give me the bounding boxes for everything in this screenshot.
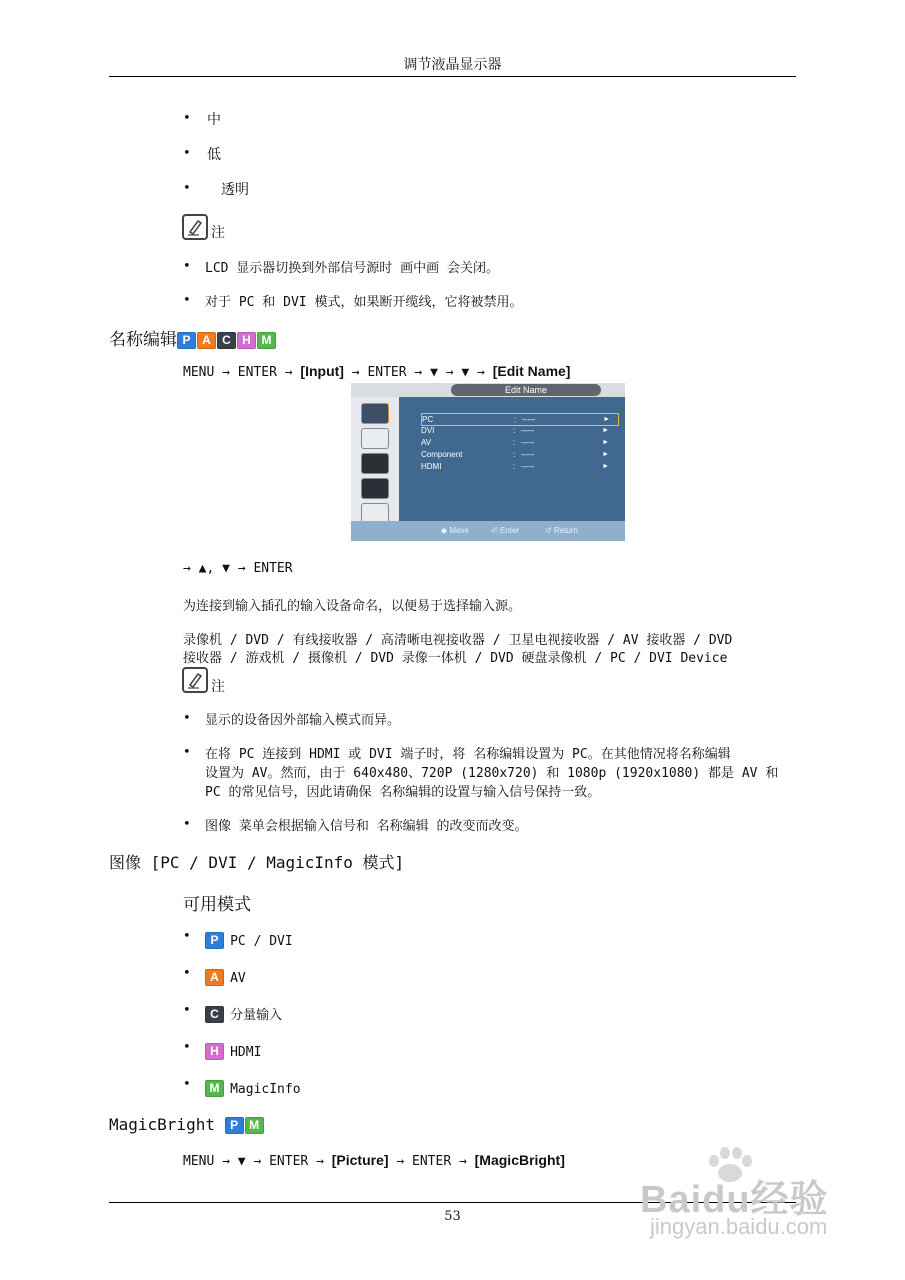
osd-row-colon: : — [514, 415, 517, 424]
path-arrow: → — [396, 1154, 405, 1169]
section-title-text: 名称编辑 — [109, 330, 177, 350]
badge-h-icon: H — [237, 332, 256, 349]
devices-line: 录像机 / DVD / 有线接收器 / 高清晰电视接收器 / 卫星电视接收器 / AV 接收器 / DVD — [183, 633, 733, 648]
section-title-picture: 图像 [PC / DVI / MagicInfo 模式] — [109, 853, 405, 872]
note-icon — [182, 667, 208, 693]
osd-row-value: ----- — [522, 415, 536, 424]
path-arrow: → — [445, 365, 454, 380]
nav-arrow: → — [183, 561, 191, 576]
page-header-title: 调节液晶显示器 — [403, 57, 502, 73]
path-magicbright: [MagicBright] — [474, 1152, 565, 1168]
right-arrow-icon: ► — [602, 451, 609, 458]
path-down: ▼ — [237, 1154, 246, 1169]
osd-enter-hint: ⏎ Enter — [491, 526, 520, 535]
note-item-line: 设置为 AV。然而，由于 640x480、720P (1280x720) 和 1080p (1920x1080) 都是 AV 和 — [205, 766, 779, 781]
available-modes-subtitle: 可用模式 — [183, 895, 251, 915]
badge-m-icon: M — [257, 332, 276, 349]
path-down: ▼ — [461, 365, 470, 380]
list-item — [205, 930, 293, 949]
down-triangle-icon: ▼ — [222, 561, 230, 576]
header-rule — [109, 76, 796, 77]
section-title-magicbright — [109, 1115, 265, 1134]
badge-c-icon: C — [205, 1006, 224, 1023]
osd-move-hint: ◆ Move — [441, 526, 469, 535]
mode-label: 分量输入 — [230, 1008, 283, 1023]
path-down: ▼ — [430, 365, 438, 380]
setup-icon — [361, 478, 389, 499]
nav-line — [183, 561, 293, 576]
osd-row-value: ----- — [521, 438, 535, 447]
note-icon — [182, 214, 208, 240]
mode-label: MagicInfo — [230, 1082, 301, 1097]
bullet: • — [183, 817, 191, 832]
osd-title: Edit Name — [451, 384, 601, 396]
badge-p-icon: P — [205, 932, 224, 949]
osd-row-colon: : — [513, 426, 516, 435]
bullet: • — [183, 929, 191, 944]
osd-row-av[interactable] — [421, 437, 617, 448]
badge-m-icon: M — [205, 1080, 224, 1097]
list-item — [205, 1004, 282, 1023]
note-item-line: PC 的常见信号，因此请确保 名称编辑的设置与输入信号保持一致。 — [205, 785, 601, 800]
right-arrow-icon: ► — [602, 427, 609, 434]
path-menu: MENU — [183, 365, 215, 380]
osd-row-label: HDMI — [421, 462, 442, 471]
path-arrow: → — [284, 365, 293, 380]
path-arrow: → — [316, 1154, 324, 1169]
bullet: • — [183, 181, 191, 196]
bullet: • — [183, 1040, 191, 1055]
badge-p-icon: P — [225, 1117, 244, 1134]
osd-edit-name-screen — [351, 383, 625, 541]
osd-enter-label: Enter — [499, 526, 520, 535]
section-title-name-edit — [109, 325, 277, 350]
badge-c-icon: C — [217, 332, 236, 349]
watermark-brand: Baidu经验 — [640, 1179, 829, 1221]
note-label: 注 — [211, 679, 225, 695]
bullet: • — [183, 293, 191, 308]
nav-separator: , — [206, 561, 215, 576]
nav-enter: ENTER — [253, 561, 293, 576]
osd-row-colon: : — [513, 462, 516, 471]
nav-arrow: → — [237, 561, 246, 576]
osd-help-bar — [351, 521, 625, 541]
description: 为连接到输入插孔的输入设备命名，以便易于选择输入源。 — [183, 599, 522, 614]
mode-label: PC / DVI — [230, 934, 293, 949]
section-title-text: MagicBright — [109, 1115, 215, 1134]
note-label: 注 — [211, 225, 225, 241]
path-arrow: → — [458, 1154, 467, 1169]
bullet: • — [183, 1077, 191, 1092]
right-arrow-icon: ► — [603, 416, 610, 423]
note-item: 对于 PC 和 DVI 模式，如果断开缆线，它将被禁用。 — [205, 295, 523, 310]
osd-return-hint: ↺ Return — [545, 526, 578, 535]
menu-path-magicbright — [183, 1152, 565, 1169]
bullet: • — [183, 259, 191, 274]
bullet: • — [183, 966, 191, 981]
path-arrow: → — [222, 1154, 230, 1169]
osd-row-label: PC — [422, 415, 434, 424]
path-menu: MENU — [183, 1154, 215, 1169]
badge-m-icon: M — [245, 1117, 264, 1134]
right-arrow-icon: ► — [602, 439, 609, 446]
list-item — [205, 1041, 261, 1060]
list-item: 低 — [207, 147, 221, 163]
path-enter: ENTER — [237, 365, 277, 380]
osd-menu-area — [399, 397, 625, 521]
note-item: LCD 显示器切换到外部信号源时 画中画 会关闭。 — [205, 261, 499, 276]
path-arrow: → — [477, 365, 485, 380]
menu-path-name-edit — [183, 363, 570, 380]
mode-label: AV — [230, 971, 246, 986]
note-item: 图像 菜单会根据输入信号和 名称编辑 的改变而改变。 — [205, 819, 528, 834]
note-item-line: 在将 PC 连接到 HDMI 或 DVI 端子时，将 名称编辑设置为 PC。在其他情况将名称编辑 — [205, 747, 731, 762]
bullet: • — [183, 111, 191, 126]
up-triangle-icon: ▲ — [198, 561, 207, 576]
page-number: 53 — [444, 1209, 461, 1224]
path-enter: ENTER — [269, 1154, 309, 1169]
watermark-url: jingyan.baidu.com — [650, 1214, 828, 1239]
osd-row-value: ----- — [521, 426, 535, 435]
bullet: • — [183, 711, 191, 726]
osd-row-dvi[interactable] — [421, 425, 617, 436]
osd-return-label: Return — [553, 526, 578, 535]
osd-row-colon: : — [513, 450, 516, 459]
osd-row-component[interactable] — [421, 449, 617, 460]
mode-badges — [177, 330, 277, 350]
bullet: • — [183, 745, 191, 760]
right-arrow-icon: ► — [602, 463, 609, 470]
path-edit-name: [Edit Name] — [492, 363, 571, 379]
path-arrow: → — [222, 365, 230, 380]
mode-label: HDMI — [230, 1045, 262, 1060]
path-enter: ENTER — [367, 365, 407, 380]
picture-icon — [361, 428, 389, 449]
osd-row-value: ----- — [521, 450, 535, 459]
osd-row-hdmi[interactable] — [421, 461, 617, 472]
bullet: • — [183, 146, 191, 161]
osd-row-label: Component — [421, 450, 463, 459]
path-arrow: → — [414, 365, 423, 380]
osd-row-value: ----- — [521, 462, 535, 471]
badge-a-icon: A — [197, 332, 216, 349]
badge-a-icon: A — [205, 969, 224, 986]
sound-icon — [361, 453, 389, 474]
path-arrow: → — [351, 365, 360, 380]
osd-move-label: Move — [449, 526, 469, 535]
list-item: 中 — [207, 112, 221, 128]
list-item — [205, 967, 246, 986]
devices-line: 接收器 / 游戏机 / 摄像机 / DVD 录像一体机 / DVD 硬盘录像机 / PC / DVI Device — [183, 651, 728, 666]
badge-p-icon: P — [177, 332, 196, 349]
osd-row-colon: : — [513, 438, 516, 447]
osd-row-label: DVI — [421, 426, 435, 435]
note-item: 显示的设备因外部输入模式而异。 — [205, 713, 401, 728]
list-item — [205, 1078, 301, 1097]
osd-title-bar — [351, 383, 625, 397]
badge-h-icon: H — [205, 1043, 224, 1060]
path-enter: ENTER — [412, 1154, 452, 1169]
osd-sidebar — [351, 397, 399, 521]
bullet: • — [183, 1003, 191, 1018]
input-icon — [361, 403, 389, 424]
path-picture: [Picture] — [331, 1152, 389, 1168]
list-item: 透明 — [221, 182, 249, 198]
path-input: [Input] — [300, 363, 344, 379]
path-arrow: → — [253, 1154, 262, 1169]
osd-row-label: AV — [421, 438, 432, 447]
